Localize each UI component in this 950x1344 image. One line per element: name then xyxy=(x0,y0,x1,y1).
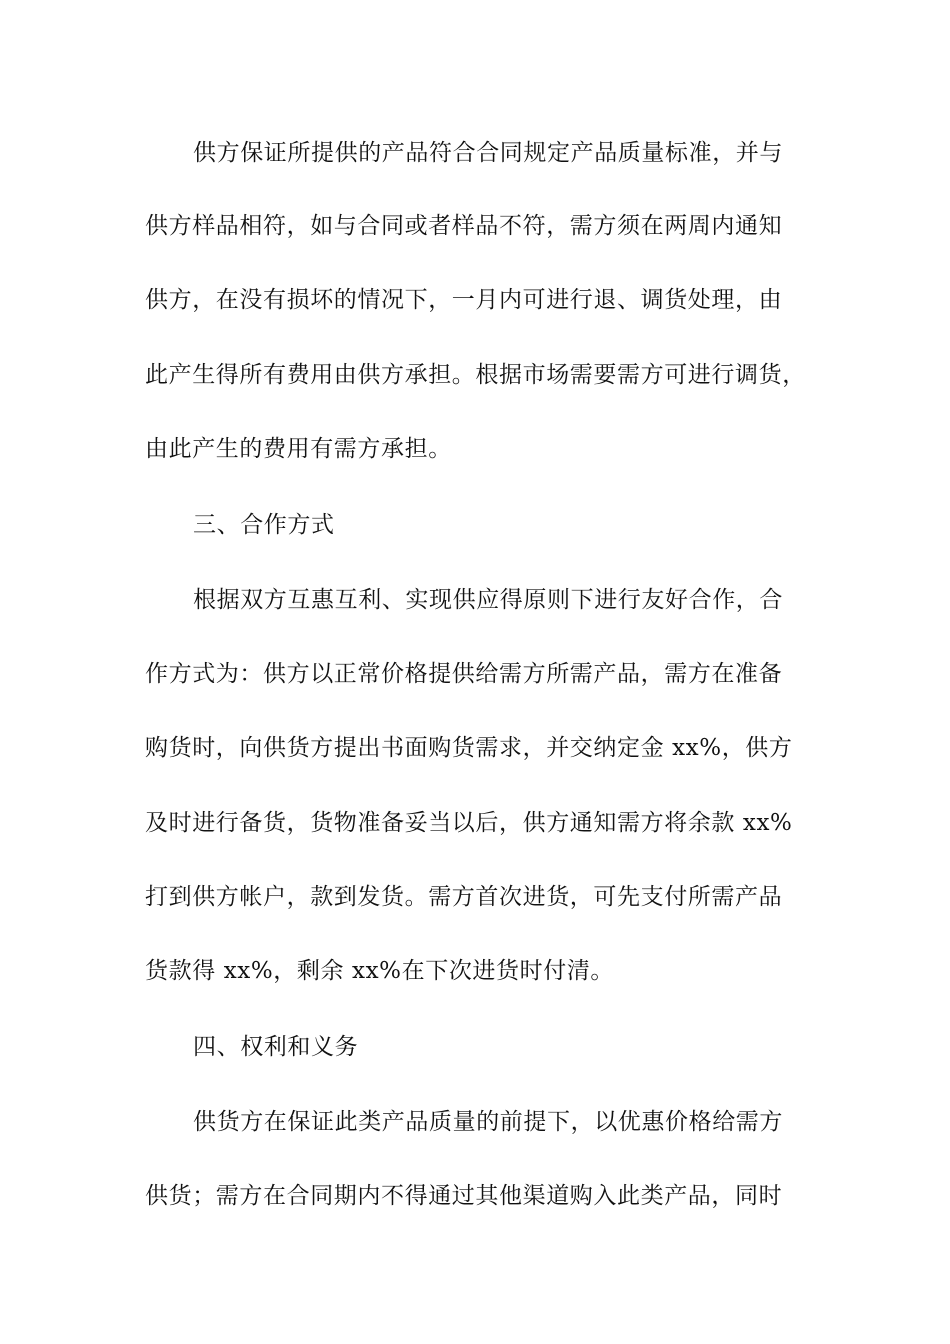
paragraph-line: 根据双方互惠互利、实现供应得原则下进行友好合作，合 xyxy=(193,587,783,613)
paragraph-line: 供方保证所提供的产品符合合同规定产品质量标准，并与 xyxy=(193,140,783,166)
paragraph-line: 及时进行备货，货物准备妥当以后，供方通知需方将余款 xx% xyxy=(145,810,793,836)
paragraph-line: 供方，在没有损坏的情况下，一月内可进行退、调货处理，由 xyxy=(145,287,783,313)
section-heading: 四、权利和义务 xyxy=(193,1034,359,1060)
paragraph-line: 供货方在保证此类产品质量的前提下，以优惠价格给需方 xyxy=(193,1109,783,1135)
paragraph-line: 由此产生的费用有需方承担。 xyxy=(145,436,452,462)
paragraph-line: 供方样品相符，如与合同或者样品不符，需方须在两周内通知 xyxy=(145,213,783,239)
section-heading: 三、合作方式 xyxy=(193,512,335,538)
paragraph-line: 购货时，向供货方提出书面购货需求，并交纳定金 xx%，供方 xyxy=(145,735,793,761)
paragraph-line: 货款得 xx%，剩余 xx%在下次进货时付清。 xyxy=(145,958,615,984)
paragraph-line: 供货；需方在合同期内不得通过其他渠道购入此类产品，同时 xyxy=(145,1183,783,1209)
paragraph-line: 作方式为：供方以正常价格提供给需方所需产品，需方在准备 xyxy=(145,661,783,687)
paragraph-line: 此产生得所有费用由供方承担。根据市场需要需方可进行调货， xyxy=(145,362,806,388)
paragraph-line: 打到供方帐户，款到发货。需方首次进货，可先支付所需产品 xyxy=(145,884,783,910)
